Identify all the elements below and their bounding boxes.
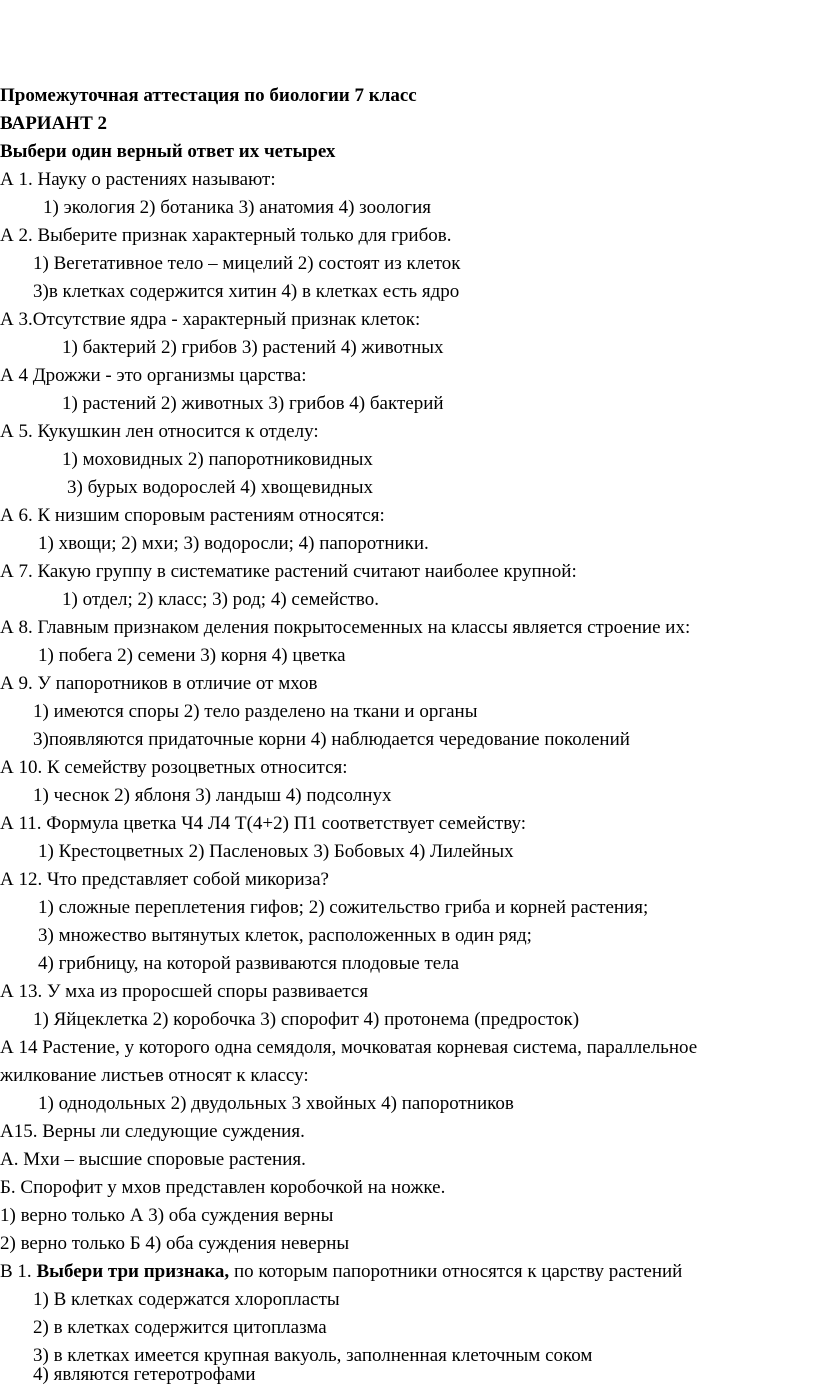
answer-options: 2) верно только Б 4) оба суждения неверны (0, 1233, 350, 1254)
answer-options: 1) отдел; 2) класс; 3) род; 4) семейство. (62, 589, 379, 610)
answer-options: 3) бурых водорослей 4) хвощевидных (67, 477, 373, 498)
answer-options: 3)появляются придаточные корни 4) наблюдается чередование поколений (33, 729, 630, 750)
answer-options: 1) имеются споры 2) тело разделено на ткани и органы (33, 701, 478, 722)
question-a13: А 13. У мха из проросшей споры развивается (0, 981, 369, 1002)
question-a5: А 5. Кукушкин лен относится к отделу: (0, 421, 319, 442)
answer-options: 1) растений 2) животных 3) грибов 4) бактерий (62, 393, 444, 414)
question-a6: А 6. К низшим споровым растениям относятся: (0, 505, 385, 526)
answer-options: 1) бактерий 2) грибов 3) растений 4) животных (62, 337, 444, 358)
statement-b: Б. Спорофит у мхов представлен коробочкой на ножке. (0, 1177, 446, 1198)
variant-label: ВАРИАНТ 2 (0, 113, 108, 134)
b1-option: 2) в клетках содержится цитоплазма (33, 1317, 327, 1338)
answer-options: 1) верно только А 3) оба суждения верны (0, 1205, 334, 1226)
question-a3: А 3.Отсутствие ядра - характерный признак клеток: (0, 309, 421, 330)
question-a11: А 11. Формула цветка Ч4 Л4 Т(4+2) П1 соответствует семейству: (0, 813, 527, 834)
b1-option: 1) В клетках содержатся хлоропласты (33, 1289, 340, 1310)
question-a14: А 14 Растение, у которого одна семядоля, мочковатая корневая система, параллельное (0, 1037, 698, 1058)
question-b1-prefix: В 1. (0, 1261, 37, 1282)
question-a1: А 1. Науку о растениях называют: (0, 169, 276, 190)
answer-options: 1) Яйцеклетка 2) коробочка 3) спорофит 4) протонема (предросток) (33, 1009, 580, 1030)
b1-option: 4) являются гетеротрофами (33, 1364, 256, 1385)
answer-options: 1) чеснок 2) яблоня 3) ландыш 4) подсолнух (33, 785, 392, 806)
answer-options: 3)в клетках содержится хитин 4) в клетках есть ядро (33, 281, 460, 302)
answer-options: 1) побега 2) семени 3) корня 4) цветка (38, 645, 346, 666)
question-a7: А 7. Какую группу в систематике растений считают наиболее крупной: (0, 561, 577, 582)
question-a10: А 10. К семейству розоцветных относится: (0, 757, 348, 778)
answer-options: 4) грибницу, на которой развиваются плодовые тела (38, 953, 460, 974)
question-b1 (0, 1261, 682, 1283)
question-b1-bold: Выбери три признака, (36, 1261, 230, 1282)
question-a9: А 9. У папоротников в отличие от мхов (0, 673, 318, 694)
answer-options: 1) экология 2) ботаника 3) анатомия 4) зоология (43, 197, 431, 218)
question-a15: А15. Верны ли следующие суждения. (0, 1121, 305, 1142)
answer-options: 3) множество вытянутых клеток, расположенных в один ряд; (38, 925, 532, 946)
answer-options: 1) Вегетативное тело – мицелий 2) состоят из клеток (33, 253, 461, 274)
answer-options: 1) Крестоцветных 2) Пасленовых 3) Бобовых 4) Лилейных (38, 841, 514, 862)
statement-a: А. Мхи – высшие споровые растения. (0, 1149, 306, 1170)
question-a8: А 8. Главным признаком деления покрытосеменных на классы является строение их: (0, 617, 691, 638)
instruction-text: Выбери один верный ответ их четырех (0, 141, 336, 162)
question-a14-continued: жилкование листьев относят к классу: (0, 1065, 309, 1086)
answer-options: 1) сложные переплетения гифов; 2) сожительство гриба и корней растения; (38, 897, 649, 918)
question-b1-rest: по которым папоротники относятся к царству растений (229, 1261, 683, 1282)
page-title: Промежуточная аттестация по биологии 7 класс (0, 85, 417, 106)
question-a4: А 4 Дрожжи - это организмы царства: (0, 365, 307, 386)
answer-options: 1) однодольных 2) двудольных 3 хвойных 4) папоротников (38, 1093, 514, 1114)
answer-options: 1) хвощи; 2) мхи; 3) водоросли; 4) папоротники. (38, 533, 429, 554)
answer-options: 1) моховидных 2) папоротниковидных (62, 449, 373, 470)
b1-option: 3) в клетках имеется крупная вакуоль, заполненная клеточным соком (33, 1345, 593, 1366)
question-a12: А 12. Что представляет собой микориза? (0, 869, 329, 890)
question-a2: А 2. Выберите признак характерный только для грибов. (0, 225, 452, 246)
